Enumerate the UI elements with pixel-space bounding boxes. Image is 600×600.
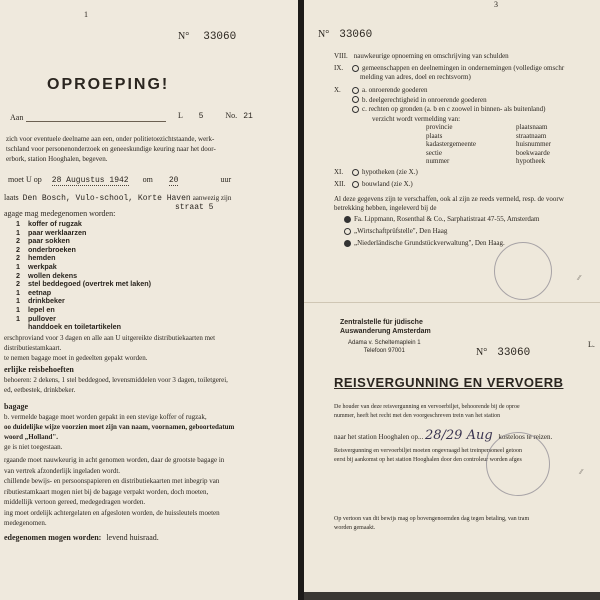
item-quantity: 1 bbox=[16, 261, 20, 271]
item-quantity: 2 bbox=[16, 244, 20, 254]
item-name: paar sokken bbox=[28, 236, 70, 246]
provisions-text: erschproviand voor 3 dagen en alle aan U uitgereikte distributiekaarten met distributiestamkaart. te nemen bagage moet in gedeelten gepakt worden. bbox=[4, 334, 216, 362]
section-xi: XI. hypotheken (zie X.) bbox=[334, 168, 418, 176]
page-number: 3 bbox=[494, 0, 498, 9]
checkbox-icon bbox=[352, 96, 359, 103]
item-quantity: 1 bbox=[16, 313, 20, 323]
item-quantity: 1 bbox=[16, 227, 20, 237]
date-line: moet U op 28 Augustus 1942 om 20 uur bbox=[8, 175, 232, 185]
reisbehoeften-text: behoeren: 2 dekens, 1 stel beddegoed, levensmiddelen voor 3 dagen, toiletgerei, ed, eetbestek, drinkbeker. bbox=[4, 376, 228, 394]
reisbehoeften-heading: erlijke reisbehoeften bbox=[4, 365, 74, 374]
bagage-heading: agage mag medegenomen worden: bbox=[4, 209, 116, 218]
reis-l-field: L. bbox=[588, 340, 595, 349]
reis-paragraph-1: De houder van deze reisvergunning en vervoerbiljet, behoorende bij de oproe nummer, heeft het recht met den voorgeschreven trein van het station bbox=[334, 404, 520, 419]
margin-mark: ⁄⁄ bbox=[578, 274, 581, 282]
checkbox-icon bbox=[352, 106, 359, 113]
aan-label: Aan bbox=[10, 113, 24, 122]
organisation-address: Adama v. Scheltemaplein 1 Telefoon 97001 bbox=[348, 340, 421, 354]
item-name: onderbroeken bbox=[28, 244, 76, 254]
table-right-col: plaatsnaam straatnaam huisnummer boekwaarde hypotheek bbox=[516, 123, 551, 165]
checkbox-icon bbox=[352, 65, 359, 72]
item-quantity: 2 bbox=[16, 253, 20, 263]
reis-title: REISVERGUNNING EN VERVOERB bbox=[334, 375, 564, 390]
item-name: lepel en bbox=[28, 304, 55, 314]
page-title: OPROEPING! bbox=[47, 76, 170, 93]
bullet-icon bbox=[344, 216, 351, 223]
bagage2-text: b. vermelde bagage moet worden gepakt in een stevige koffer of rugzak, oo duidelijke wijze voorzien moet zijn van naam, voornamen, geboortedatum woord „Holland". ge is niet toegestaan. bbox=[4, 413, 235, 451]
place-street: straat 5 bbox=[175, 203, 214, 212]
item-name: hemden bbox=[28, 253, 56, 263]
round-stamp-icon bbox=[494, 242, 552, 300]
item-name: handdoek en toiletartikelen bbox=[28, 322, 122, 332]
item-name: drinkbeker bbox=[28, 296, 65, 306]
item-quantity: 2 bbox=[16, 270, 20, 280]
item-name: wollen dekens bbox=[28, 270, 78, 280]
item-name: stel beddegoed (overtrek met laken) bbox=[28, 279, 152, 289]
item-name: koffer of rugzak bbox=[28, 219, 82, 228]
declaration-text: Al deze gegevens zijn te verschaffen, ook al zijn ze reeds vermeld, resp. de voorw betrekking hebben, ingeleverd bij de bbox=[334, 195, 564, 212]
table-left-col: provincie plaats kadastergemeente sectie nummer bbox=[426, 123, 477, 165]
item-quantity: 1 bbox=[16, 296, 20, 306]
section-x: X. a. onroerende goederen b. deelgerechtigheid in onroerende goederen c. rechten op gronden (a. b en c zoowel in binnen- als buitenland) verzicht wordt vermelding van: bbox=[334, 86, 546, 123]
right-page bbox=[304, 0, 600, 600]
reis-document-number: N° 33060 bbox=[476, 347, 531, 359]
section-xii: XII. bouwland (zie X.) bbox=[334, 180, 413, 188]
checkbox-icon bbox=[352, 181, 359, 188]
reis-paragraph-4: Op vertoon van dit bewijs mag op bovengenoemden dag tegen betaling, van tram worden gemaakt. bbox=[334, 516, 530, 531]
place-line: laats Den Bosch, Vulo-school, Korte Haven aanwezig zijn bbox=[4, 193, 232, 203]
item-quantity: 1 bbox=[16, 219, 20, 228]
item-name: werkpak bbox=[28, 261, 57, 271]
reis-station-line: naar het station Hooghalen op... 28/29 Aug kosteloos te reizen. bbox=[334, 428, 553, 443]
document-number: N° 33060 bbox=[318, 29, 373, 41]
document-number: N° 33060 bbox=[178, 31, 237, 43]
firms-list: Fa. Lippmann, Rosenthal & Co., Sarphatistraat 47-55, Amsterdam „Wirtschaftprüfstelle", Den Haag „Niederländische Grundstückverwaltung", Den Haag. bbox=[344, 213, 539, 249]
item-name: pullover bbox=[28, 313, 56, 323]
checkbox-icon bbox=[352, 169, 359, 176]
handwritten-date: 28/29 Aug bbox=[424, 428, 493, 443]
organisation-header: Zentralstelle für jüdische Auswanderung Amsterdam bbox=[340, 319, 431, 335]
item-quantity: 1 bbox=[16, 304, 20, 314]
item-name: eetnap bbox=[28, 287, 52, 297]
item-quantity: 1 bbox=[16, 287, 20, 297]
item-name: paar werklaarzen bbox=[28, 227, 87, 237]
bagage-list bbox=[16, 220, 151, 332]
final-line: edegenomen mogen worden: levend huisraad. bbox=[4, 533, 159, 542]
rules-text: rgaande moet nauwkeurig in acht genomen worden, daar de grootste bagage in van vertrek afzonderlijk ingeladen wordt. chillende bewijs- en persoonspapieren en distributiekaarten met inbegrip van ributiestamkaart mogen niet bij de bagage verpakt worden, doch moeten, middellijk vertoon gereed, medegedragen worden. ing moet ordelijk achtergelaten en afgesloten worden, de huissleutels moeten medegenomen. bbox=[4, 456, 225, 527]
item-quantity: 2 bbox=[16, 279, 20, 289]
section-ix: IX. gemeenschappen en deelnemingen in ondernemingen (volledige omschr melding van adres, doel en rechtsvorm) bbox=[334, 64, 565, 81]
list-item bbox=[16, 323, 151, 332]
intro-text: zich voor eventuele deelname aan een, onder politietoezichtstaande, werk- tschland voor personenonderzoek en geneeskundige keuring naar het door- erbork, station Hooghalen, begeven. bbox=[6, 135, 216, 163]
page-number: 1 bbox=[84, 10, 88, 19]
checkbox-icon bbox=[352, 87, 359, 94]
reis-paragraph-3: Reisvergunning en vervoerbiljet moeten ongevraagd het treinpersoneel getoon eerst bij aankomst op het station Hooghalen door den controleur worden afges bbox=[334, 448, 522, 463]
bagage2-heading: bagage bbox=[4, 402, 28, 411]
margin-mark: ⁄⁄ bbox=[580, 468, 583, 476]
l-field: L 5 No. 21 bbox=[178, 111, 253, 121]
official-stamp-icon bbox=[486, 432, 550, 496]
bullet-icon bbox=[344, 240, 351, 247]
checkbox-icon bbox=[344, 228, 351, 235]
item-quantity: 2 bbox=[16, 236, 20, 246]
left-page bbox=[0, 0, 298, 600]
section-viii: VIII. nauwkeurige opnoeming en omschrijving van schulden bbox=[334, 52, 509, 60]
